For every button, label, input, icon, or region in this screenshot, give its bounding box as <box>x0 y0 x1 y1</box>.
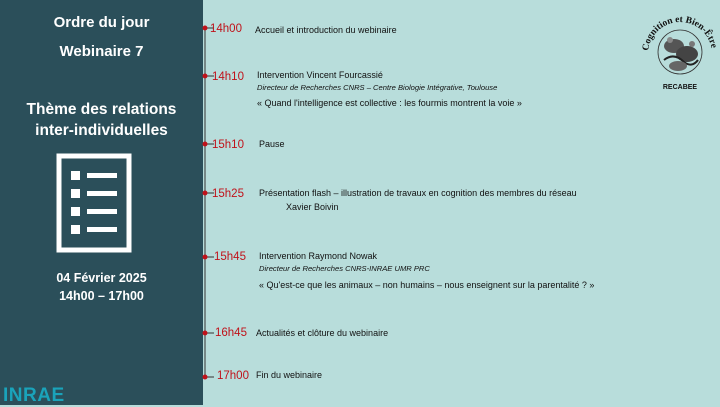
event-date: 04 Février 2025 <box>56 271 147 285</box>
webinar-number: Webinaire 7 <box>59 43 144 60</box>
logo-caption: RECABEE <box>662 84 698 91</box>
timeline-dot <box>203 191 208 196</box>
agenda-title: Présentation flash – illustration de travaux en cognition des membres du réseau <box>259 188 577 198</box>
timeline <box>200 0 220 405</box>
agenda-heading: Ordre du jour <box>53 14 150 31</box>
agenda-time: 16h45 <box>215 327 247 339</box>
agenda-title: Fin du webinaire <box>256 370 323 380</box>
agenda-speaker-affiliation: Directeur de Recherches CNRS – Centre Biologie Intégrative, Toulouse <box>257 83 498 92</box>
inrae-logo: INRAE <box>3 385 65 406</box>
sidebar-panel <box>0 0 203 405</box>
agenda-talk-title: « Quand l'intelligence est collective : les fourmis montrent la voie » <box>257 98 522 108</box>
agenda-time: 17h00 <box>217 370 249 382</box>
timeline-dot <box>203 255 208 260</box>
agenda-time: 14h00 <box>210 23 242 35</box>
timeline-dot <box>203 26 208 31</box>
agenda-time: 14h10 <box>212 71 244 83</box>
logo-arc-text: Cognition et Bien-Être <box>641 14 718 52</box>
agenda-title: Actualités et clôture du webinaire <box>256 328 389 338</box>
event-hours: 14h00 – 17h00 <box>59 289 144 303</box>
agenda-title: Pause <box>259 139 285 149</box>
agenda-title: Intervention Raymond Nowak <box>259 251 378 261</box>
timeline-dot <box>203 375 208 380</box>
agenda-title: Accueil et introduction du webinaire <box>255 25 397 35</box>
timeline-dot <box>203 142 208 147</box>
recabee-logo <box>640 2 718 92</box>
agenda-time: 15h10 <box>212 139 244 151</box>
document-list-icon <box>56 153 132 253</box>
theme-text: Thème des relations inter-individuelles <box>26 101 177 139</box>
agenda-time: 15h25 <box>212 188 244 200</box>
timeline-dot <box>203 74 208 79</box>
theme-title <box>0 99 203 141</box>
agenda-talk-title: « Qu'est-ce que les animaux – non humains – nous enseignent sur la parentalité ? » <box>259 280 595 290</box>
agenda-speaker-affiliation: Directeur de Recherches CNRS-INRAE UMR PRC <box>259 264 430 273</box>
agenda-title: Intervention Vincent Fourcassié <box>257 70 383 80</box>
timeline-dot <box>203 331 208 336</box>
agenda-time: 15h45 <box>214 251 246 263</box>
agenda-speaker: Xavier Boivin <box>286 202 339 212</box>
